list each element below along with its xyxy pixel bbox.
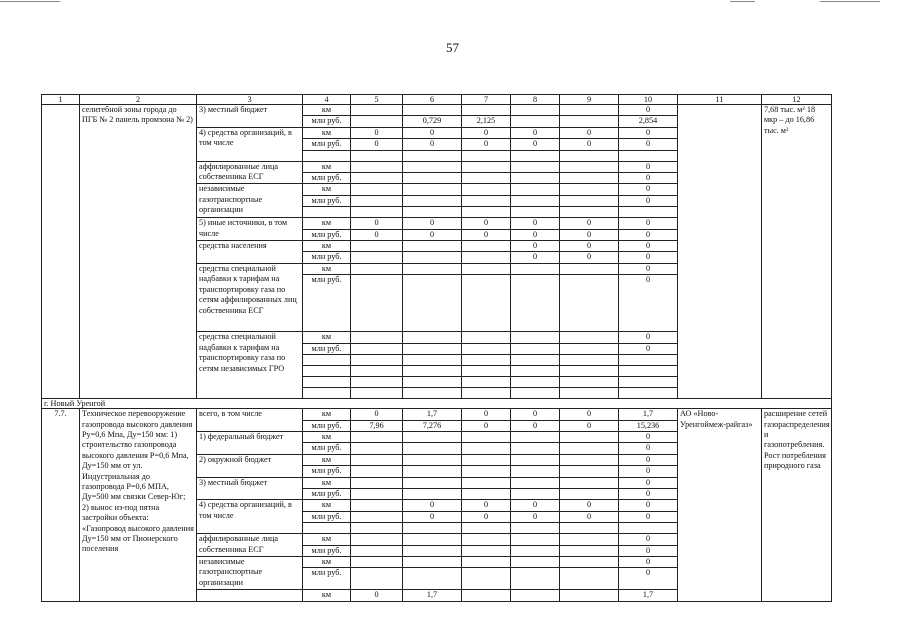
- table-row: 2) окружной бюджет км 0: [42, 454, 832, 465]
- table-row: 1) федеральный бюджет км 0: [42, 431, 832, 442]
- effect-description: расширение сетей газораспределения и газопотребления. Рост потребления природного газа: [762, 409, 832, 602]
- table-row: 4) средства организаций, в том числе км 0 0 0 0 0: [42, 500, 832, 511]
- table-row: млн руб. 0 0 0: [42, 252, 832, 263]
- table-row: 7.7. Техническое перевооружение газопровода высокого давления Ру=0,6 Мпа, Ду=150 мм: 1) строительство газопровода высокого давления Р=0,6 Мпа, Ду=150 мм от ул. Индустриальная до газопровода Р=0,6 МПА, Ду=500 мм связки Север-Юг; 2) вынос из-под пятна застройки объекта: «Газопровод высокого давления Ду=150 мм от Пионерского поселения всего, в том числе км 0 1,7 0 0 0 1,7 АО «Ново-Уренгоймеж-райгаз» расширение сетей газораспределения и газопотребления. Рост потребления природного газа: [42, 409, 832, 420]
- table-row: млн руб. 0,729 2,125 2,854: [42, 116, 832, 127]
- object-description: селитебной зоны города до ПГБ № 2 панель промзона № 2): [80, 105, 197, 399]
- table-row: селитебной зоны города до ПГБ № 2 панель промзона № 2) 3) местный бюджет км 0 7,68 тыс. м² 18 мкр – до 16,86 тыс. м²: [42, 105, 832, 116]
- table-row: млн руб. 0: [42, 173, 832, 184]
- top-scan-lines: [0, 0, 905, 4]
- table-row: 5) иные источники, в том числе км 0 0 0 0 0 0: [42, 218, 832, 229]
- funding-label: 3) местный бюджет: [197, 105, 303, 128]
- table-row: средства специальной надбавки к тарифам на транспортировку газа по сетям независимых ГРО км 0: [42, 332, 832, 343]
- table-row: млн руб. 0 0 0 0 0 0: [42, 139, 832, 150]
- table-row: млн руб. 0: [42, 443, 832, 454]
- table-row: 4) средства организаций, в том числе км 0 0 0 0 0 0: [42, 127, 832, 138]
- header-cell: 2: [80, 95, 197, 105]
- header-cell: 9: [560, 95, 619, 105]
- header-cell: 12: [762, 95, 832, 105]
- header-cell: 5: [351, 95, 403, 105]
- header-row: [42, 95, 832, 105]
- table-row: млн руб. 0: [42, 343, 832, 354]
- table-row: млн руб. 0: [42, 568, 832, 590]
- table-row: млн руб. 0: [42, 466, 832, 477]
- unit-cell: км: [303, 105, 351, 116]
- table-row: км 0 1,7 1,7: [42, 590, 832, 601]
- header-cell: 10: [619, 95, 678, 105]
- executor: АО «Ново-Уренгоймеж-райгаз»: [678, 409, 762, 602]
- table-row: 3) местный бюджет км 0: [42, 477, 832, 488]
- table-row: млн руб. 7,96 7,276 0 0 0 15,236: [42, 420, 832, 431]
- table-row: аффилированные лица собственника ЕСГ км 0: [42, 534, 832, 545]
- section-row: [42, 399, 832, 409]
- table-row: средства населения км 0 0 0: [42, 241, 832, 252]
- object-description: Техническое перевооружение газопровода высокого давления Ру=0,6 Мпа, Ду=150 мм: 1) строительство газопровода высокого давления Р=0,6 Мпа, Ду=150 мм от ул. Индустриальная до газопровода Р=0,6 МПА, Ду=500 мм связки Север-Юг; 2) вынос из-под пятна застройки объекта: «Газопровод высокого давления Ду=150 мм от Пионерского поселения: [80, 409, 197, 602]
- data-table: [41, 94, 832, 602]
- table-row: независимые газотранспортные организации км 0: [42, 556, 832, 567]
- table-row: аффилированные лица собственника ЕСГ км 0: [42, 161, 832, 172]
- header-cell: 1: [42, 95, 80, 105]
- table-row: млн руб. 0 0 0 0 0 0: [42, 229, 832, 240]
- header-cell: 3: [197, 95, 303, 105]
- section-title: г. Новый Уренгой: [42, 399, 832, 409]
- table-row: млн руб. 0: [42, 545, 832, 556]
- header-cell: 4: [303, 95, 351, 105]
- header-cell: 6: [403, 95, 462, 105]
- header-cell: 7: [462, 95, 511, 105]
- header-cell: 8: [511, 95, 560, 105]
- effect-description: 7,68 тыс. м² 18 мкр – до 16,86 тыс. м²: [762, 105, 832, 399]
- table-row: средства специальной надбавки к тарифам на транспортировку газа по сетям аффилированных лиц собственника ЕСГ км 0: [42, 263, 832, 274]
- page-number: 57: [446, 40, 459, 55]
- item-number: 7.7.: [42, 409, 80, 602]
- table-row: независимые газотранспортные организации км 0: [42, 184, 832, 195]
- table-row: млн руб. 0: [42, 195, 832, 206]
- table-row: млн руб. 0 0 0 0 0: [42, 511, 832, 522]
- header-cell: 11: [678, 95, 762, 105]
- table-row: млн руб. 0: [42, 275, 832, 332]
- table-row: млн руб. 0: [42, 488, 832, 499]
